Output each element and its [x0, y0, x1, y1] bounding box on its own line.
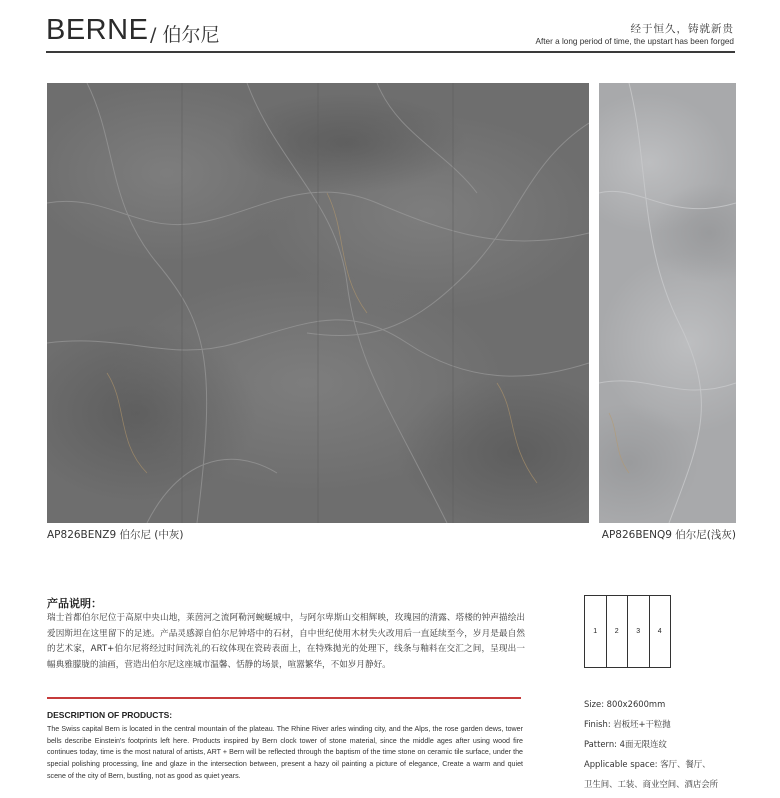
pattern-cell: 1 [585, 596, 607, 667]
spec-pattern: Pattern: 4面无限连纹 [584, 739, 667, 749]
brand-title-cn: / 伯尔尼 [150, 24, 220, 46]
description-title-en: DESCRIPTION OF PRODUCTS: [47, 710, 173, 720]
marble-tile-medium-grey-image [47, 83, 589, 523]
spec-space-line2: 卫生间、工装、商业空间、酒店会所 [584, 779, 718, 789]
marble-tile-light-grey-image [599, 83, 736, 523]
slogan-cn: 经于恒久，铸就新贵 [630, 23, 734, 35]
pattern-cell: 2 [607, 596, 629, 667]
spec-space-line1: Applicable space: 客厅、餐厅、 [584, 759, 711, 769]
description-title-cn: 产品说明： [47, 597, 102, 610]
pattern-cell: 4 [657, 628, 662, 635]
tile-caption-light-grey: AP826BENQ9 伯尔尼(浅灰) [601, 529, 736, 541]
description-divider [47, 697, 521, 699]
spec-finish: Finish: 岩板坯+干粒抛 [584, 719, 671, 729]
header-divider [46, 51, 735, 53]
product-specs [584, 698, 718, 798]
description-body-cn: 瑞士首都伯尔尼位于高原中央山地，莱茵河之流阿勒河蜿蜒城中，与阿尔卑斯山交相辉映，玫瑰园的清露、塔楼的钟声描绘出爱因斯坦在这里留下的足迹。产品灵感源自伯尔尼钟塔中的石材，自中世纪使用木材失火改用后一直延续至今，岁月是最自然的艺术家，ART+伯尔尼将经过时间洗礼的石纹体现在瓷砖表面上，在特殊抛光的处理下，线条与釉料在交汇之间，呈现出一幅典雅朦胧的油画，营造出伯尔尼这座城市温馨、恬静的场景，喧嚣繁华，不如岁月静好。 [47, 613, 525, 670]
spec-size: Size: 800x2600mm [584, 699, 666, 709]
slogan-en: After a long period of time, the upstart has been forged [535, 37, 734, 46]
description-body-en: The Swiss capital Bern is located in the central mountain of the plateau. The Rhine River arles winding city, and the Alps, the rose garden dews, tower bells describe Einstein's footprints left here. Products inspired by Bern clock tower of stone material, since the middle ages after using wood fire continues today, time is the most natural of artists, ART + Bern will be reflected through the baptism of the time stone on ceramic tile surface, under the special polishing processing, line and glaze in the intersection between, present a hazy oil painting a picture of elegance, Create a warm and quiet scene of the city of Bern, bustling, not as good as quiet years. [47, 725, 523, 780]
brand-title: BERNE [46, 14, 149, 46]
tile-caption-medium-grey: AP826BENZ9 伯尔尼 (中灰) [47, 529, 184, 541]
pattern-layout-diagram [584, 595, 671, 668]
pattern-cell: 3 [628, 596, 650, 667]
